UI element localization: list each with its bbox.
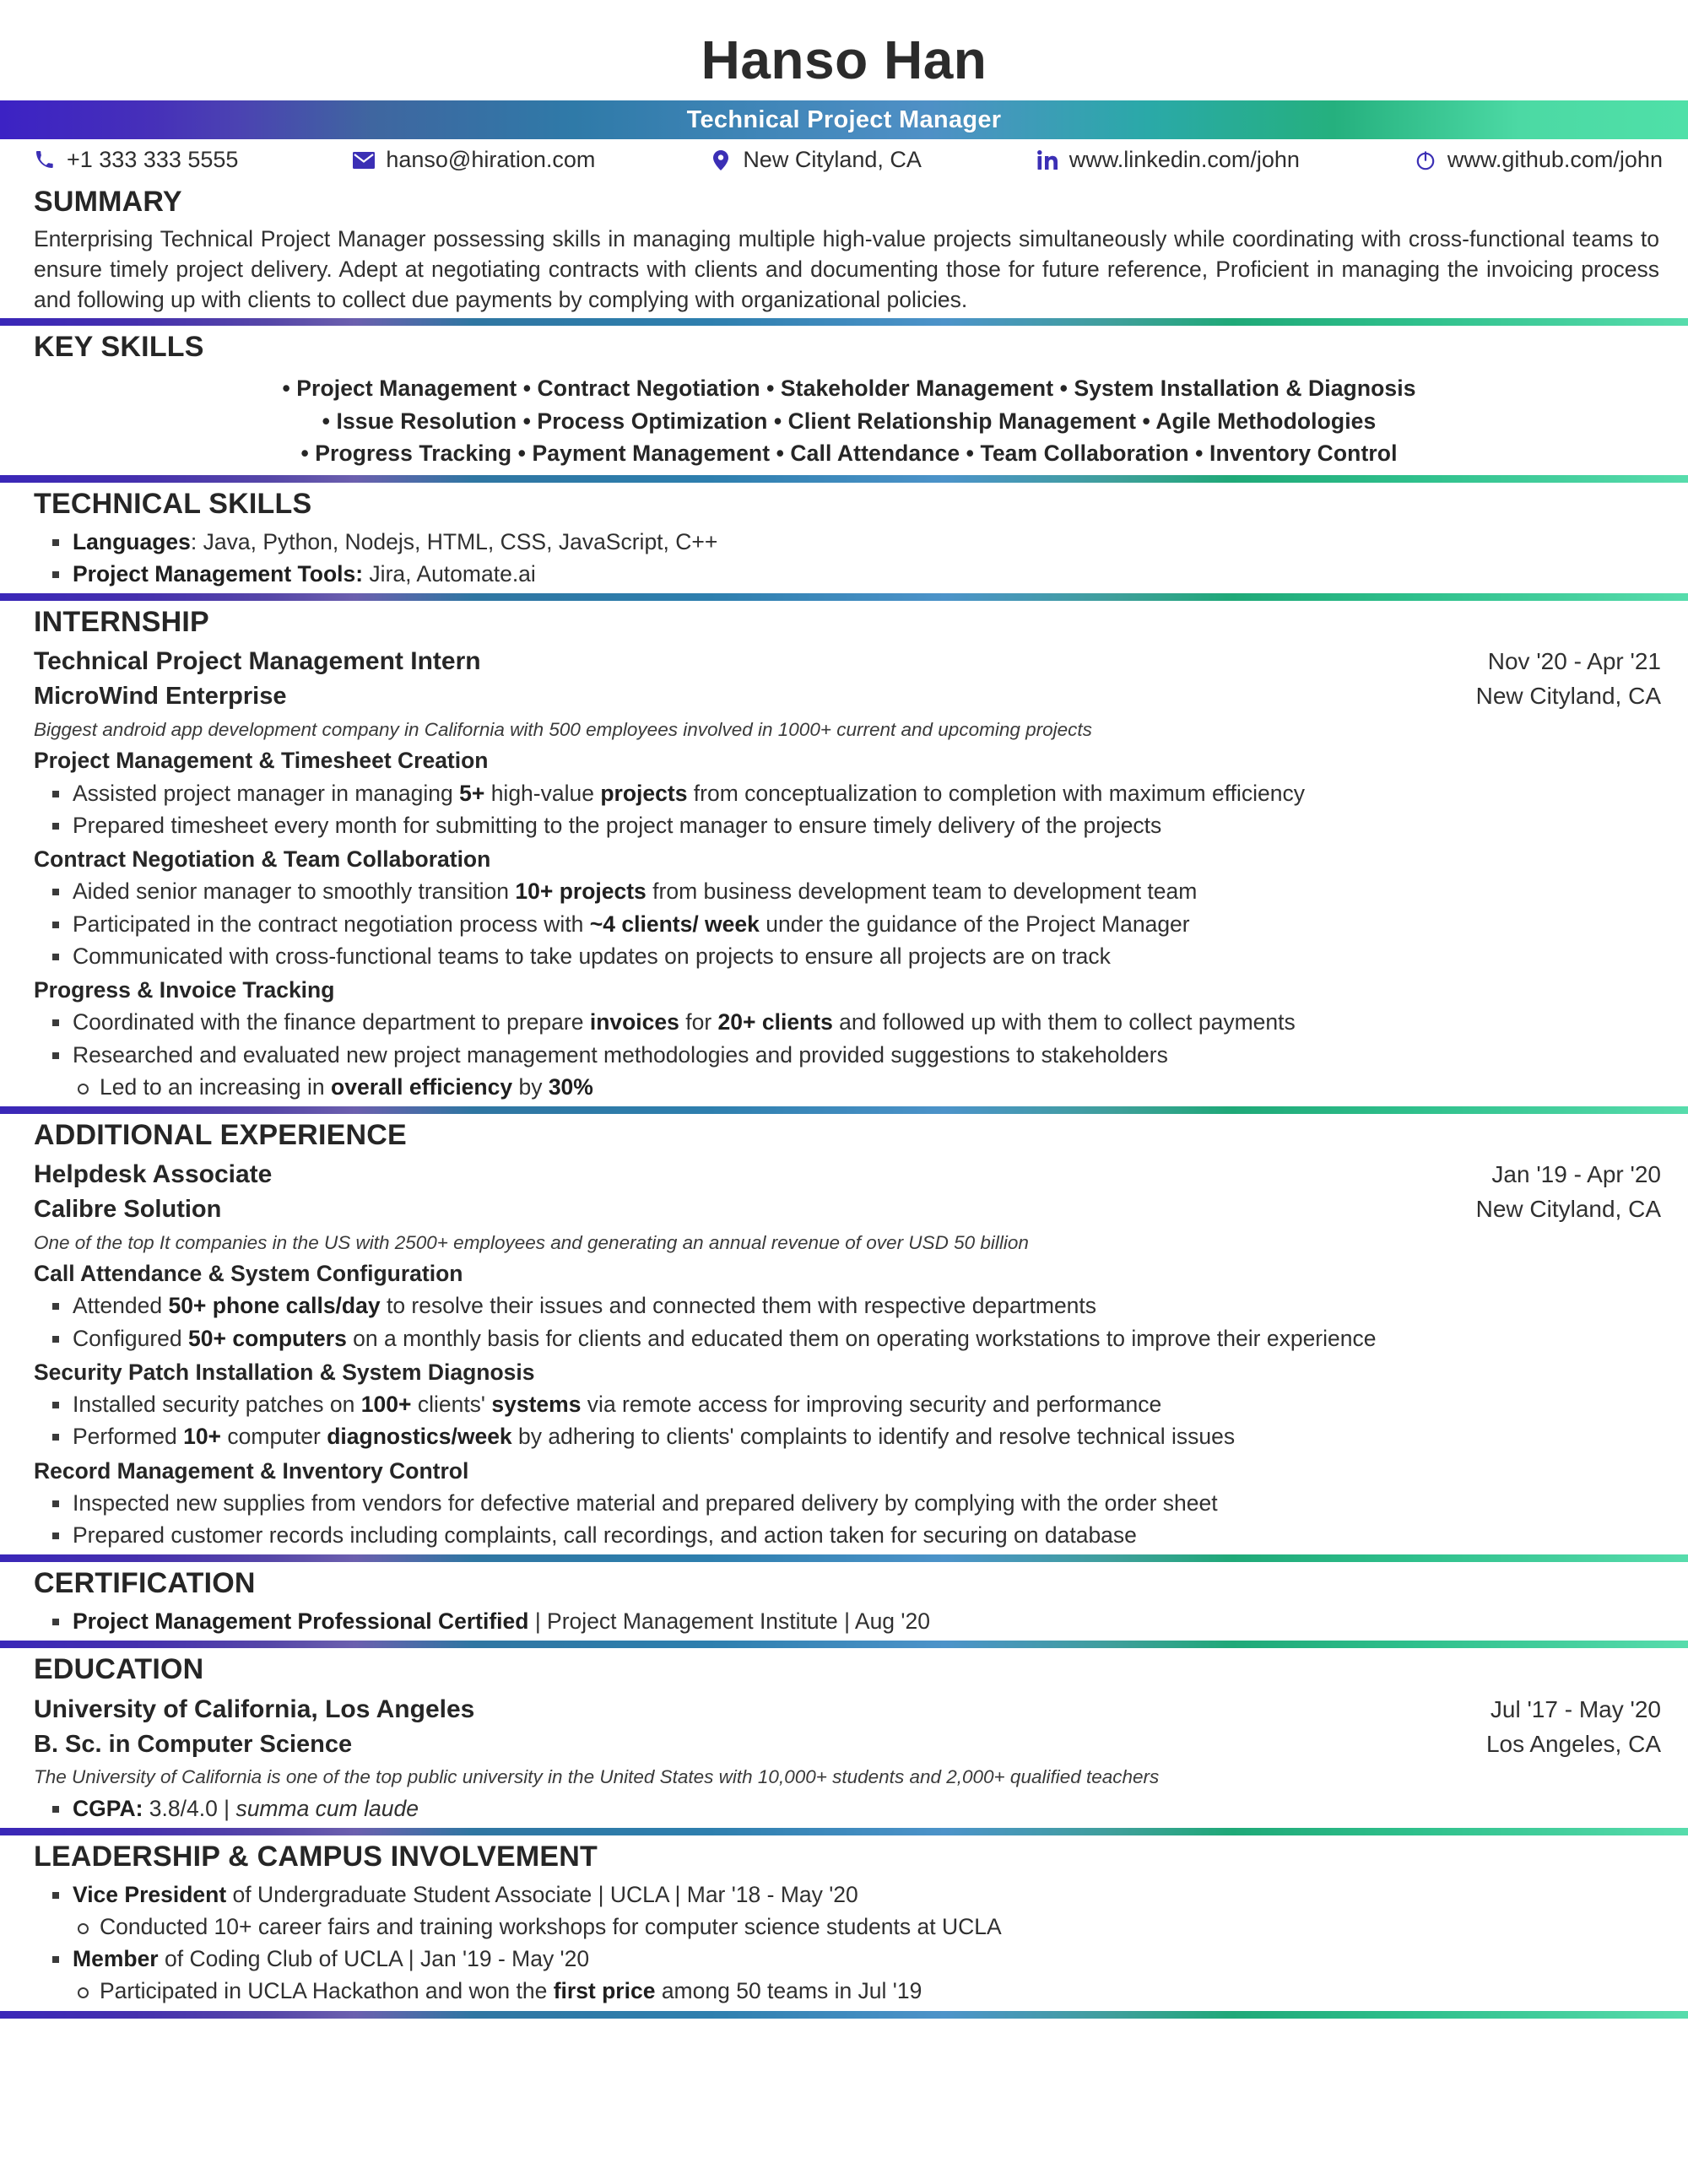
bullet-emphasis: overall efficiency [331, 1073, 513, 1100]
divider-after-additional-experience [0, 1554, 1688, 1562]
technical-skills-list [34, 526, 1664, 590]
bullet-emphasis: Vice President [73, 1881, 227, 1907]
bullet-text: | Project Management Institute | Aug '20 [528, 1608, 930, 1635]
sub-bullet-item [34, 1071, 1664, 1103]
contact-row [0, 139, 1688, 181]
education-heading: EDUCATION [34, 1653, 204, 1686]
experience-company-description: One of the top It companies in the US with 2500+ employees and generating an annual revenue of over USD 50 billion [34, 1231, 1029, 1253]
bullet-text: high-value [484, 780, 601, 806]
sub-bullet-item [34, 1975, 1664, 2007]
sub-bullet-list [34, 1975, 1664, 2007]
internship-heading: INTERNSHIP [34, 606, 209, 639]
bullet-emphasis: systems [491, 1392, 582, 1418]
education-school-description: The University of California is one of the top public university in the United States with 10,000+ students and 2,000+ qualified teachers [34, 1766, 1160, 1788]
bullet-text: Researched and evaluated new project management methodologies and provided suggestions to stakeholders [73, 1041, 1168, 1068]
contact-item-github[interactable] [1415, 147, 1663, 173]
internship-role-row [34, 644, 1664, 679]
divider-after-education [0, 1828, 1688, 1835]
sub-bullet-list [34, 1911, 1664, 1943]
bullet-item [34, 777, 1664, 809]
linkedin-icon [1036, 149, 1058, 171]
divider-after-leadership [0, 2011, 1688, 2019]
bullet-text: Aided senior manager to smoothly transition [73, 878, 516, 905]
leadership-section [0, 1841, 1688, 2008]
leadership-entries [34, 1879, 1664, 2008]
bullet-item [34, 1487, 1664, 1519]
bullet-item [34, 1322, 1664, 1354]
education-dates: Jul '17 - May '20 [1490, 1695, 1661, 1722]
divider-after-certification [0, 1641, 1688, 1648]
bullet-text: Led to an increasing in [100, 1073, 332, 1100]
bullet-text: Configured [73, 1325, 189, 1351]
internship-company-row [34, 679, 1664, 714]
certification-list [34, 1605, 1664, 1637]
bullet-item [34, 1519, 1664, 1551]
bullet-text: of Undergraduate Student Associate | UCLA | Mar '18 - May '20 [226, 1881, 858, 1907]
bullet-text: via remote access for improving security and performance [581, 1392, 1162, 1418]
internship-company: MicroWind Enterprise [34, 683, 287, 711]
candidate-name: Hanso Han [701, 30, 987, 90]
bullet-text: by [512, 1073, 549, 1100]
bullet-item [34, 940, 1664, 972]
experience-subheading: Call Attendance & System Configuration [34, 1261, 463, 1287]
bullet-emphasis: 10+ [183, 1424, 222, 1450]
github-icon [1415, 149, 1436, 171]
envelope-icon [353, 149, 375, 171]
internship-groups [34, 744, 1664, 1103]
divider-after-key-skills [0, 475, 1688, 483]
contact-item-location-pin[interactable] [710, 147, 922, 173]
leadership-heading: LEADERSHIP & CAMPUS INVOLVEMENT [34, 1840, 598, 1873]
bullet-text: by adhering to clients' complaints to identify and resolve technical issues [511, 1424, 1236, 1450]
experience-company: Calibre Solution [34, 1195, 222, 1223]
bullet-text: Participated in the contract negotiation process with [73, 911, 590, 937]
additional-experience-heading: ADDITIONAL EXPERIENCE [34, 1118, 407, 1151]
internship-subheading: Project Management & Timesheet Creation [34, 748, 489, 774]
bullet-item [34, 1039, 1664, 1071]
bullet-text: from business development team to development team [646, 878, 1198, 905]
contact-text: www.linkedin.com/john [1069, 147, 1300, 173]
bullet-text: clients' [411, 1392, 492, 1418]
bullet-emphasis: 100+ [360, 1392, 412, 1418]
divider-after-summary [0, 318, 1688, 326]
bullet-text: Installed security patches on [73, 1392, 361, 1418]
additional-experience-section [0, 1119, 1688, 1551]
bullet-list [34, 1006, 1664, 1070]
job-title: Technical Project Manager [686, 105, 1002, 133]
bullet-list [34, 1487, 1664, 1551]
internship-subheading: Contract Negotiation & Team Collaboration [34, 846, 491, 873]
job-title-bar [0, 100, 1688, 139]
experience-location: New Cityland, CA [1475, 1195, 1661, 1222]
location-pin-icon [710, 149, 732, 171]
internship-subheading: Progress & Invoice Tracking [34, 976, 335, 1003]
technical-skill-item [34, 526, 1664, 558]
technical-skill-item [34, 558, 1664, 590]
bullet-text: among 50 teams in Jul '19 [655, 1978, 922, 2004]
bullet-list [34, 1388, 1664, 1452]
bullet-text: Performed [73, 1424, 184, 1450]
name-header [0, 0, 1688, 100]
divider-after-technical-skills [0, 593, 1688, 601]
bullet-emphasis: first price [553, 1978, 656, 2004]
bullet-text: Prepared timesheet every month for submitting to the project manager to ensure timely delivery of the projects [73, 812, 1162, 838]
bullet-text: and followed up with them to collect payments [832, 1009, 1296, 1035]
bullet-emphasis: 50+ computers [188, 1325, 347, 1351]
bullet-emphasis: projects [600, 780, 688, 806]
technical-skill-label: Languages [73, 528, 191, 554]
bullet-item [34, 875, 1664, 907]
education-bullet-item [34, 1792, 1664, 1825]
internship-dates: Nov '20 - Apr '21 [1487, 648, 1661, 675]
bullet-emphasis: 30% [548, 1073, 593, 1100]
certification-heading: CERTIFICATION [34, 1567, 256, 1600]
phone-icon [34, 149, 56, 171]
bullet-emphasis: 5+ [459, 780, 485, 806]
technical-skill-value: : Java, Python, Nodejs, HTML, CSS, JavaScript, C++ [190, 528, 718, 554]
internship-section [0, 606, 1688, 1103]
certification-section [0, 1567, 1688, 1637]
contact-text: www.github.com/john [1447, 147, 1663, 173]
key-skills-heading: KEY SKILLS [34, 331, 204, 364]
bullet-list [34, 1879, 1664, 1911]
bullet-text: Attended [73, 1293, 169, 1319]
technical-skill-label: Project Management Tools: [73, 560, 364, 587]
bullet-text: Assisted project manager in managing [73, 780, 460, 806]
contact-text: New Cityland, CA [743, 147, 922, 173]
bullet-emphasis: Member [73, 1946, 159, 1972]
bullet-list [34, 1289, 1664, 1354]
bullet-list [34, 777, 1664, 841]
technical-skills-section [0, 488, 1688, 590]
bullet-list [34, 875, 1664, 971]
contact-item-envelope[interactable] [353, 147, 595, 173]
bullet-text: Inspected new supplies from vendors for defective material and prepared delivery by complying with the order sheet [73, 1489, 1218, 1516]
bullet-text: to resolve their issues and connected them with respective departments [380, 1293, 1097, 1319]
bullet-text: from conceptualization to completion with maximum efficiency [687, 780, 1305, 806]
bullet-emphasis: ~4 clients/ week [589, 911, 760, 937]
sub-bullet-list [34, 1071, 1664, 1103]
experience-role: Helpdesk Associate [34, 1160, 273, 1188]
internship-location: New Cityland, CA [1475, 683, 1661, 710]
experience-company-row [34, 1192, 1664, 1227]
summary-text: Enterprising Technical Project Manager possessing skills in managing multiple high-value projects simultaneously while coordinating with cross-functional teams to ensure timely project delivery. Adept at negotiating contracts with clients and documenting those for future reference, Proficient in managing the invoicing process and following up with clients to collect due payments by complying with organizational policies. [34, 226, 1659, 313]
technical-skills-heading: TECHNICAL SKILLS [34, 487, 312, 520]
experience-role-row [34, 1157, 1664, 1192]
bullet-item [34, 908, 1664, 940]
key-skills-line: • Project Management • Contract Negotiation • Stakeholder Management • System Installation & Diagnosis [282, 376, 1416, 402]
bullet-list [34, 1943, 1664, 1975]
contact-text: +1 333 333 5555 [67, 147, 239, 173]
bullet-text: summa cum laude [235, 1795, 419, 1821]
bullet-item [34, 1943, 1664, 1975]
education-school: University of California, Los Angeles [34, 1695, 475, 1723]
bullet-text: computer [221, 1424, 327, 1450]
bullet-emphasis: 10+ projects [515, 878, 647, 905]
bullet-item [34, 1388, 1664, 1420]
bullet-item [34, 809, 1664, 841]
bullet-item [34, 1879, 1664, 1911]
education-location: Los Angeles, CA [1485, 1730, 1661, 1757]
certification-item [34, 1605, 1664, 1637]
experience-subheading: Security Patch Installation & System Diagnosis [34, 1359, 535, 1385]
education-section [0, 1653, 1688, 1824]
key-skills-section [0, 331, 1688, 471]
bullet-emphasis: 50+ phone calls/day [168, 1293, 381, 1319]
contact-item-linkedin[interactable] [1036, 147, 1300, 173]
bullet-text: Prepared customer records including complaints, call recordings, and action taken for securing on database [73, 1522, 1137, 1549]
key-skills-list [34, 369, 1664, 471]
experience-groups [34, 1257, 1664, 1551]
bullet-item [34, 1420, 1664, 1452]
internship-company-description: Biggest android app development company in California with 500 employees involved in 1000+ current and upcoming projects [34, 718, 1092, 740]
bullet-text: under the guidance of the Project Manager [759, 911, 1190, 937]
education-bullets [34, 1792, 1664, 1825]
summary-section [0, 186, 1688, 315]
key-skills-line: • Issue Resolution • Process Optimization • Client Relationship Management • Agile Methodologies [322, 408, 1377, 434]
bullet-text: Coordinated with the finance department to prepare [73, 1009, 590, 1035]
bullet-text: 3.8/4.0 | [143, 1795, 236, 1821]
experience-dates: Jan '19 - Apr '20 [1491, 1160, 1661, 1187]
bullet-emphasis: 20+ clients [717, 1009, 833, 1035]
bullet-text: Communicated with cross-functional teams to take updates on projects to ensure all projects are on track [73, 943, 1111, 969]
bullet-text: of Coding Club of UCLA | Jan '19 - May '20 [158, 1946, 590, 1972]
bullet-item [34, 1289, 1664, 1322]
key-skills-line: • Progress Tracking • Payment Management • Call Attendance • Team Collaboration • Inventory Control [300, 441, 1398, 467]
divider-after-internship [0, 1106, 1688, 1114]
technical-skill-value: Jira, Automate.ai [363, 560, 536, 587]
education-degree: B. Sc. in Computer Science [34, 1730, 353, 1758]
education-degree-row [34, 1727, 1664, 1762]
bullet-emphasis: invoices [589, 1009, 679, 1035]
summary-heading: SUMMARY [34, 186, 182, 219]
bullet-text: on a monthly basis for clients and educated them on operating workstations to improve their experience [346, 1325, 1377, 1351]
bullet-text: for [679, 1009, 718, 1035]
experience-subheading: Record Management & Inventory Control [34, 1457, 469, 1484]
bullet-emphasis: Project Management Professional Certified [73, 1608, 529, 1635]
bullet-emphasis: diagnostics/week [327, 1424, 512, 1450]
education-school-row [34, 1692, 1664, 1727]
internship-role: Technical Project Management Intern [34, 647, 481, 676]
bullet-text: Conducted 10+ career fairs and training workshops for computer science students at UCLA [100, 1914, 1002, 1940]
contact-item-phone[interactable] [34, 147, 238, 173]
bullet-emphasis: CGPA: [73, 1795, 143, 1821]
contact-text: hanso@hiration.com [386, 147, 596, 173]
sub-bullet-item [34, 1911, 1664, 1943]
bullet-item [34, 1006, 1664, 1038]
bullet-text: Participated in UCLA Hackathon and won the [100, 1978, 554, 2004]
